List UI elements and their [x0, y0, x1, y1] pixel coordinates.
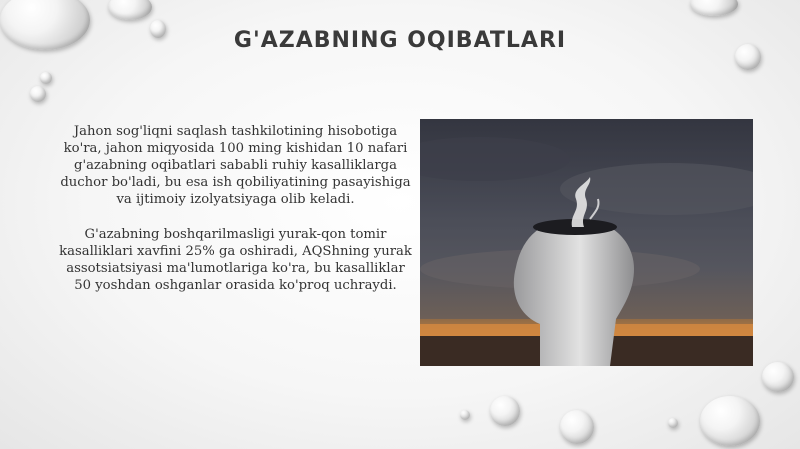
- head-with-steam-icon: [420, 119, 753, 366]
- water-drop-icon: [700, 396, 760, 446]
- paragraph-who-report: Jahon sog'liqni saqlash tashkilotining hisobotiga ko'ra, jahon miqyosida 100 ming kishidan 10 nafari g'azabning oqibatlari sababli ruhiy kasalliklarga duchor bo'ladi, bu esa ish qobiliyatining pasayishiga va ijtimoiy izolyatsiyaga olib keladi.: [60, 124, 411, 207]
- paragraph-heart-risk: G'azabning boshqarilmasligi yurak-qon tomir kasalliklari xavfini 25% ga oshiradi, AQShning yurak assotsiatsiyasi ma'lumotlariga ko'ra, bu kasalliklar 50 yoshdan oshganlar orasida ko'proq uchraydi.: [59, 227, 412, 293]
- text-block: [58, 123, 413, 312]
- water-drop-icon: [108, 0, 152, 20]
- water-drop-icon: [490, 396, 520, 426]
- slide-title: G'AZABNING OQIBATLARI: [233, 28, 567, 53]
- water-drop-icon: [560, 410, 594, 444]
- water-drop-icon: [40, 72, 52, 84]
- water-drop-icon: [460, 410, 470, 420]
- water-drop-icon: [668, 418, 678, 428]
- illustration-image: [420, 119, 753, 366]
- water-drop-icon: [690, 0, 738, 16]
- water-drop-icon: [30, 86, 46, 102]
- water-drop-icon: [762, 362, 794, 392]
